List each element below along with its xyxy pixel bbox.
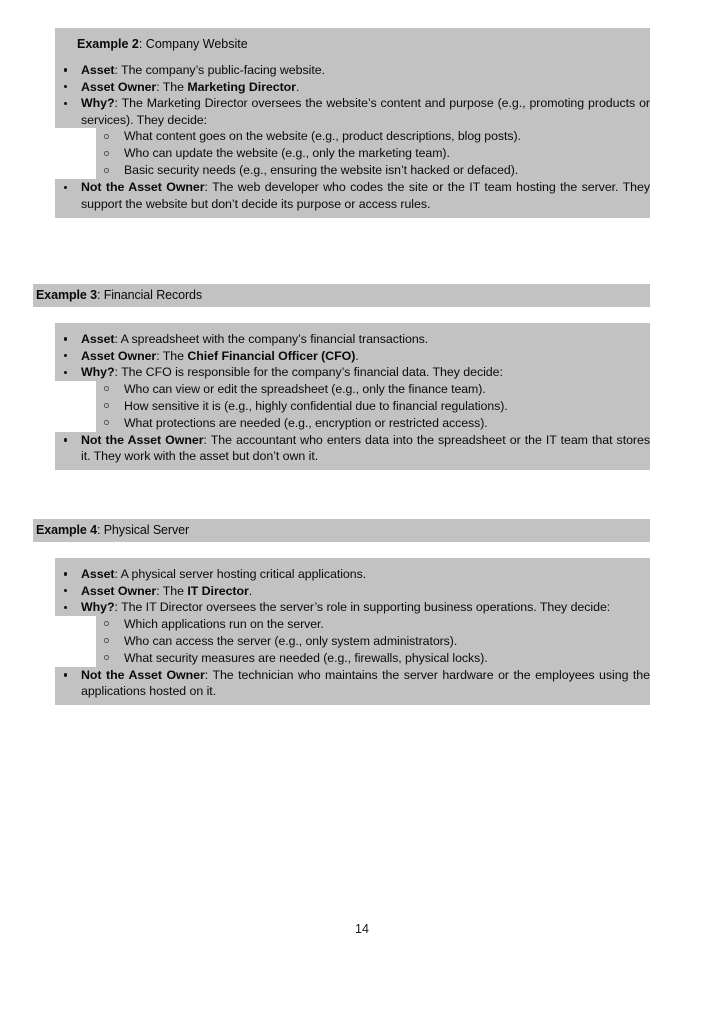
bullet-text: : A physical server hosting critical applications. xyxy=(114,567,367,581)
bullet-text: : The IT Director oversees the server’s role in supporting business operations. They decide: xyxy=(114,600,611,615)
sub-bullet-item xyxy=(96,162,650,179)
bullet-dot-icon xyxy=(64,68,67,71)
bullet-circle-icon xyxy=(104,134,109,139)
bullet-circle-icon xyxy=(104,151,109,156)
bullet-dot-icon xyxy=(64,438,67,441)
bullet-dot-icon xyxy=(64,673,67,676)
bullet-not-owner-paragraph xyxy=(81,667,650,700)
bullet-text: : The CFO is responsible for the company’s financial data. They decide: xyxy=(114,365,503,380)
bullet-asset-owner xyxy=(60,583,650,600)
sub-bullet-text: Basic security needs (e.g., ensuring the website isn’t hacked or defaced). xyxy=(124,163,519,178)
sub-bullet-text: Which applications run on the server. xyxy=(124,616,324,631)
bullet-dot-icon xyxy=(64,85,67,88)
sub-bullet-item xyxy=(96,128,650,145)
example-4-bullet-list xyxy=(55,566,650,700)
bullet-circle-icon xyxy=(104,655,109,660)
bullet-label: Asset xyxy=(81,332,115,346)
bullet-circle-icon xyxy=(104,638,109,643)
bullet-text: : The Marketing Director oversees the website’s content and purpose (e.g., promoting products or services). They decide: xyxy=(81,96,650,127)
example-2-body xyxy=(55,62,650,218)
bullet-label: Not the Asset Owner xyxy=(81,180,205,195)
bullet-text: : The xyxy=(156,348,188,363)
bullet-label: Asset Owner xyxy=(81,348,157,363)
bullet-why xyxy=(60,95,650,179)
bullet-asset xyxy=(60,331,650,348)
bullet-label: Asset Owner xyxy=(81,583,157,598)
bullet-bold-tail: IT Director xyxy=(187,583,249,598)
bullet-dot-icon xyxy=(64,337,67,340)
example-3-heading xyxy=(33,284,650,307)
bullet-why xyxy=(60,599,650,667)
sub-bullet-item xyxy=(96,415,650,432)
bullet-not-asset-owner xyxy=(60,432,650,465)
bullet-circle-icon xyxy=(104,386,109,391)
sub-bullet-text: What content goes on the website (e.g., product descriptions, blog posts). xyxy=(124,129,521,144)
sub-bullet-text: Who can access the server (e.g., only system administrators). xyxy=(124,633,458,648)
example-3-sub-list xyxy=(55,381,650,432)
bullet-circle-icon xyxy=(104,403,109,408)
example-4-sub-list xyxy=(55,616,650,667)
bullet-label: Why? xyxy=(81,96,115,111)
bullet-tail: . xyxy=(355,348,359,363)
section-example-2 xyxy=(0,28,724,218)
spacer xyxy=(0,307,724,323)
sub-bullet-text: Who can update the website (e.g., only the marketing team). xyxy=(124,146,450,161)
bullet-not-asset-owner xyxy=(60,179,650,212)
example-4-heading xyxy=(33,519,650,542)
bullet-text: : The web developer who codes the site or the IT team hosting the server. They support the website but don’t decide its purpose or access rules. xyxy=(81,180,650,211)
bullet-tail: . xyxy=(295,79,300,94)
bullet-dot-icon xyxy=(64,606,67,609)
sub-bullet-text: How sensitive it is (e.g., highly confidential due to financial regulations). xyxy=(124,398,508,413)
sub-bullet-item xyxy=(96,633,650,650)
bullet-text: : The technician who maintains the server hardware or the employees using the applications hosted on it. xyxy=(81,667,650,699)
bullet-dot-icon xyxy=(64,589,67,592)
bullet-label: Not the Asset Owner xyxy=(81,667,205,682)
bullet-text: : The accountant who enters data into the spreadsheet or the IT team that stores it. They work with the asset but don’t own it. xyxy=(81,432,650,464)
bullet-not-asset-owner xyxy=(60,667,650,700)
bullet-asset xyxy=(60,62,650,79)
example-3-heading-rest: : Financial Records xyxy=(96,288,203,302)
bullet-tail: . xyxy=(248,583,253,598)
bullet-bold-tail: Chief Financial Officer (CFO) xyxy=(187,348,356,363)
bullet-why-paragraph xyxy=(81,599,650,616)
sub-bullet-item xyxy=(96,650,650,667)
bullet-dot-icon xyxy=(64,102,67,105)
sub-bullet-item xyxy=(96,381,650,398)
bullet-why-paragraph xyxy=(81,364,650,381)
sub-bullet-item xyxy=(96,616,650,633)
bullet-asset-owner xyxy=(60,79,650,96)
bullet-not-owner-paragraph xyxy=(81,432,650,465)
sub-bullet-text: Who can view or edit the spreadsheet (e.g., only the finance team). xyxy=(124,381,486,396)
example-2-heading-bold: Example 2 xyxy=(77,37,139,51)
sub-bullet-item xyxy=(96,398,650,415)
example-3-heading-text xyxy=(36,287,650,303)
example-4-heading-bold: Example 4 xyxy=(36,523,97,537)
example-2-heading-text xyxy=(77,36,650,52)
bullet-bold-tail: Marketing Director xyxy=(187,79,296,94)
bullet-dot-icon xyxy=(64,186,67,189)
bullet-dot-icon xyxy=(64,371,67,374)
bullet-text: : The company’s public-facing website. xyxy=(114,63,325,77)
bullet-dot-icon xyxy=(64,354,67,357)
bullet-asset xyxy=(60,566,650,583)
example-3-bullet-list xyxy=(55,331,650,465)
sub-bullet-text: What security measures are needed (e.g., firewalls, physical locks). xyxy=(124,650,488,665)
bullet-label: Why? xyxy=(81,600,115,615)
page-number: 14 xyxy=(355,922,369,936)
bullet-dot-icon xyxy=(64,572,67,575)
bullet-asset-owner xyxy=(60,348,650,365)
example-2-heading-rest: : Company Website xyxy=(138,37,248,51)
bullet-label: Not the Asset Owner xyxy=(81,432,204,447)
section-example-4 xyxy=(0,519,724,705)
bullet-label: Why? xyxy=(81,365,115,380)
bullet-circle-icon xyxy=(104,420,109,425)
example-4-heading-text xyxy=(36,522,650,538)
example-2-heading xyxy=(55,28,650,62)
example-2-sub-list xyxy=(55,128,650,179)
sub-bullet-text: What protections are needed (e.g., encryption or restricted access). xyxy=(124,415,488,430)
bullet-label: Asset xyxy=(81,63,115,77)
bullet-why-paragraph xyxy=(81,95,650,128)
example-3-body xyxy=(55,323,650,470)
bullet-text: : The xyxy=(156,583,188,598)
bullet-why xyxy=(60,364,650,432)
example-3-heading-bold: Example 3 xyxy=(36,288,97,302)
bullet-text: : The xyxy=(156,79,188,94)
bullet-label: Asset xyxy=(81,567,115,581)
example-4-heading-rest: : Physical Server xyxy=(96,523,190,537)
sub-bullet-item xyxy=(96,145,650,162)
bullet-circle-icon xyxy=(104,168,109,173)
bullet-circle-icon xyxy=(104,621,109,626)
bullet-label: Asset Owner xyxy=(81,79,157,94)
bullet-text: : A spreadsheet with the company’s financial transactions. xyxy=(114,332,429,346)
example-2-bullet-list xyxy=(55,62,650,213)
example-4-body xyxy=(55,558,650,705)
spacer xyxy=(0,542,724,558)
section-example-3 xyxy=(0,284,724,470)
bullet-not-owner-paragraph xyxy=(81,179,650,212)
